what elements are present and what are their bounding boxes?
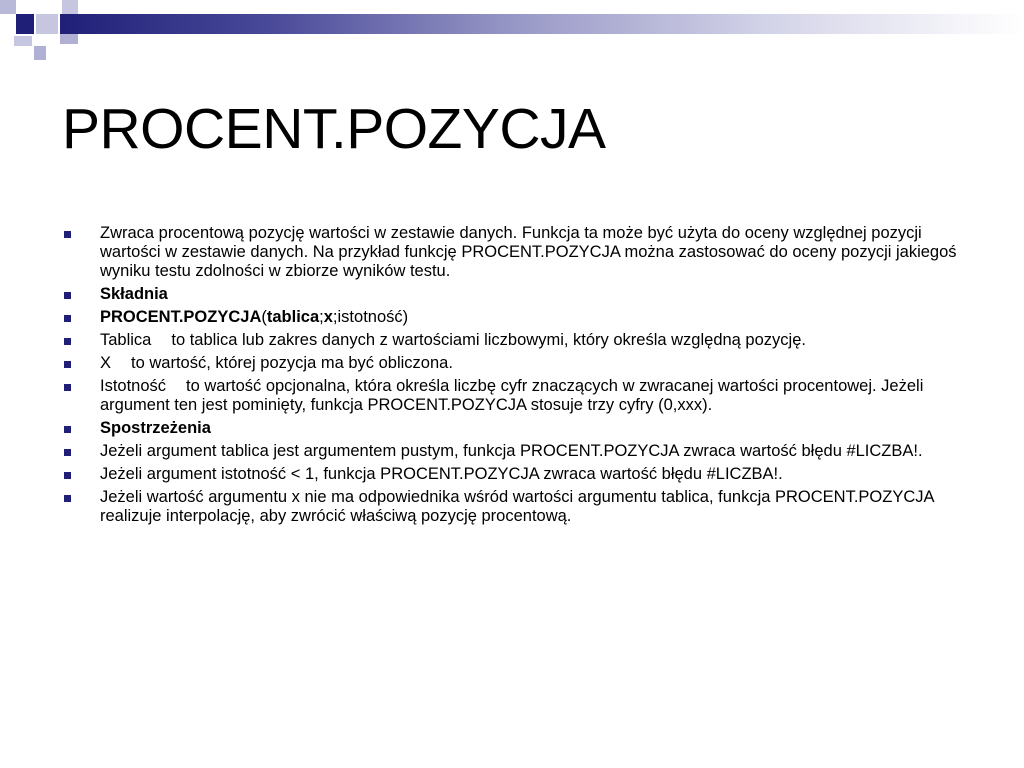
list-item <box>64 224 964 281</box>
list-item <box>64 331 964 350</box>
decor-square <box>60 34 78 44</box>
header-decoration <box>0 0 1024 62</box>
bullet-square-icon <box>64 292 71 299</box>
separator: ; <box>332 308 338 326</box>
list-item <box>64 465 964 484</box>
open-paren: ( <box>261 308 267 326</box>
decor-square <box>16 14 34 34</box>
term-definition: to wartość opcjonalna, która określa liczbę cyfr znaczących w zwracanej wartości procentowej. Jeżeli argument ten jest pominięty, funkcja PROCENT.POZYCJA stosuje trzy cyfry (0,xxx). <box>100 377 924 414</box>
bullet-square-icon <box>64 361 71 368</box>
arg-tablica: tablica <box>266 308 320 326</box>
term: Tablica <box>100 331 152 349</box>
list-item <box>64 308 964 327</box>
bullet-square-icon <box>64 426 71 433</box>
term: X <box>100 354 112 372</box>
close-paren: ) <box>402 308 409 326</box>
bullet-square-icon <box>64 495 71 502</box>
arg-x: x <box>323 308 333 326</box>
remark-text: Jeżeli argument istotność < 1, funkcja PROCENT.POZYCJA zwraca wartość błędu #LICZBA!. <box>100 465 783 483</box>
decor-square <box>14 36 32 46</box>
decor-square <box>34 46 46 60</box>
remark-text: Jeżeli argument tablica jest argumentem pustym, funkcja PROCENT.POZYCJA zwraca wartość błędu #LICZBA!. <box>100 442 923 460</box>
remarks-heading: Spostrzeżenia <box>100 419 211 437</box>
list-item <box>64 377 964 415</box>
separator: ; <box>319 308 324 326</box>
list-item <box>64 354 964 373</box>
term: Istotność <box>100 377 167 395</box>
bullet-square-icon <box>64 472 71 479</box>
bullet-square-icon <box>64 384 71 391</box>
decor-square <box>36 14 58 34</box>
decor-square <box>62 0 78 14</box>
description-text: Zwraca procentową pozycję wartości w zestawie danych. Funkcja ta może być użyta do oceny względnej pozycji wartości w zestawie danych. Na przykład funkcję PROCENT.POZYCJA można zastosować do oceny pozycji jakiegoś wyniku testu zdolności w zbiorze wyników testu. <box>100 224 957 280</box>
bullet-square-icon <box>64 231 71 238</box>
decor-square <box>0 0 16 14</box>
list-item <box>64 419 964 438</box>
term-definition: to wartość, której pozycja ma być obliczona. <box>131 354 453 372</box>
function-name: PROCENT.POZYCJA <box>100 308 262 326</box>
slide-title: PROCENT.POZYCJA <box>62 97 606 161</box>
term-definition: to tablica lub zakres danych z wartościami liczbowymi, który określa względną pozycję. <box>171 331 806 349</box>
list-item <box>64 442 964 461</box>
list-item <box>64 488 964 526</box>
remark-text: Jeżeli wartość argumentu x nie ma odpowiednika wśród wartości argumentu tablica, funkcja PROCENT.POZYCJA realizuje interpolację, aby zwrócić właściwą pozycję procentową. <box>100 488 934 525</box>
bullet-list <box>64 224 964 530</box>
syntax-heading: Składnia <box>100 285 168 303</box>
bullet-square-icon <box>64 338 71 345</box>
gradient-band <box>60 14 1024 34</box>
arg-istotnosc: istotność <box>337 308 403 326</box>
syntax-line <box>100 308 408 326</box>
bullet-square-icon <box>64 449 71 456</box>
bullet-square-icon <box>64 315 71 322</box>
list-item <box>64 285 964 304</box>
